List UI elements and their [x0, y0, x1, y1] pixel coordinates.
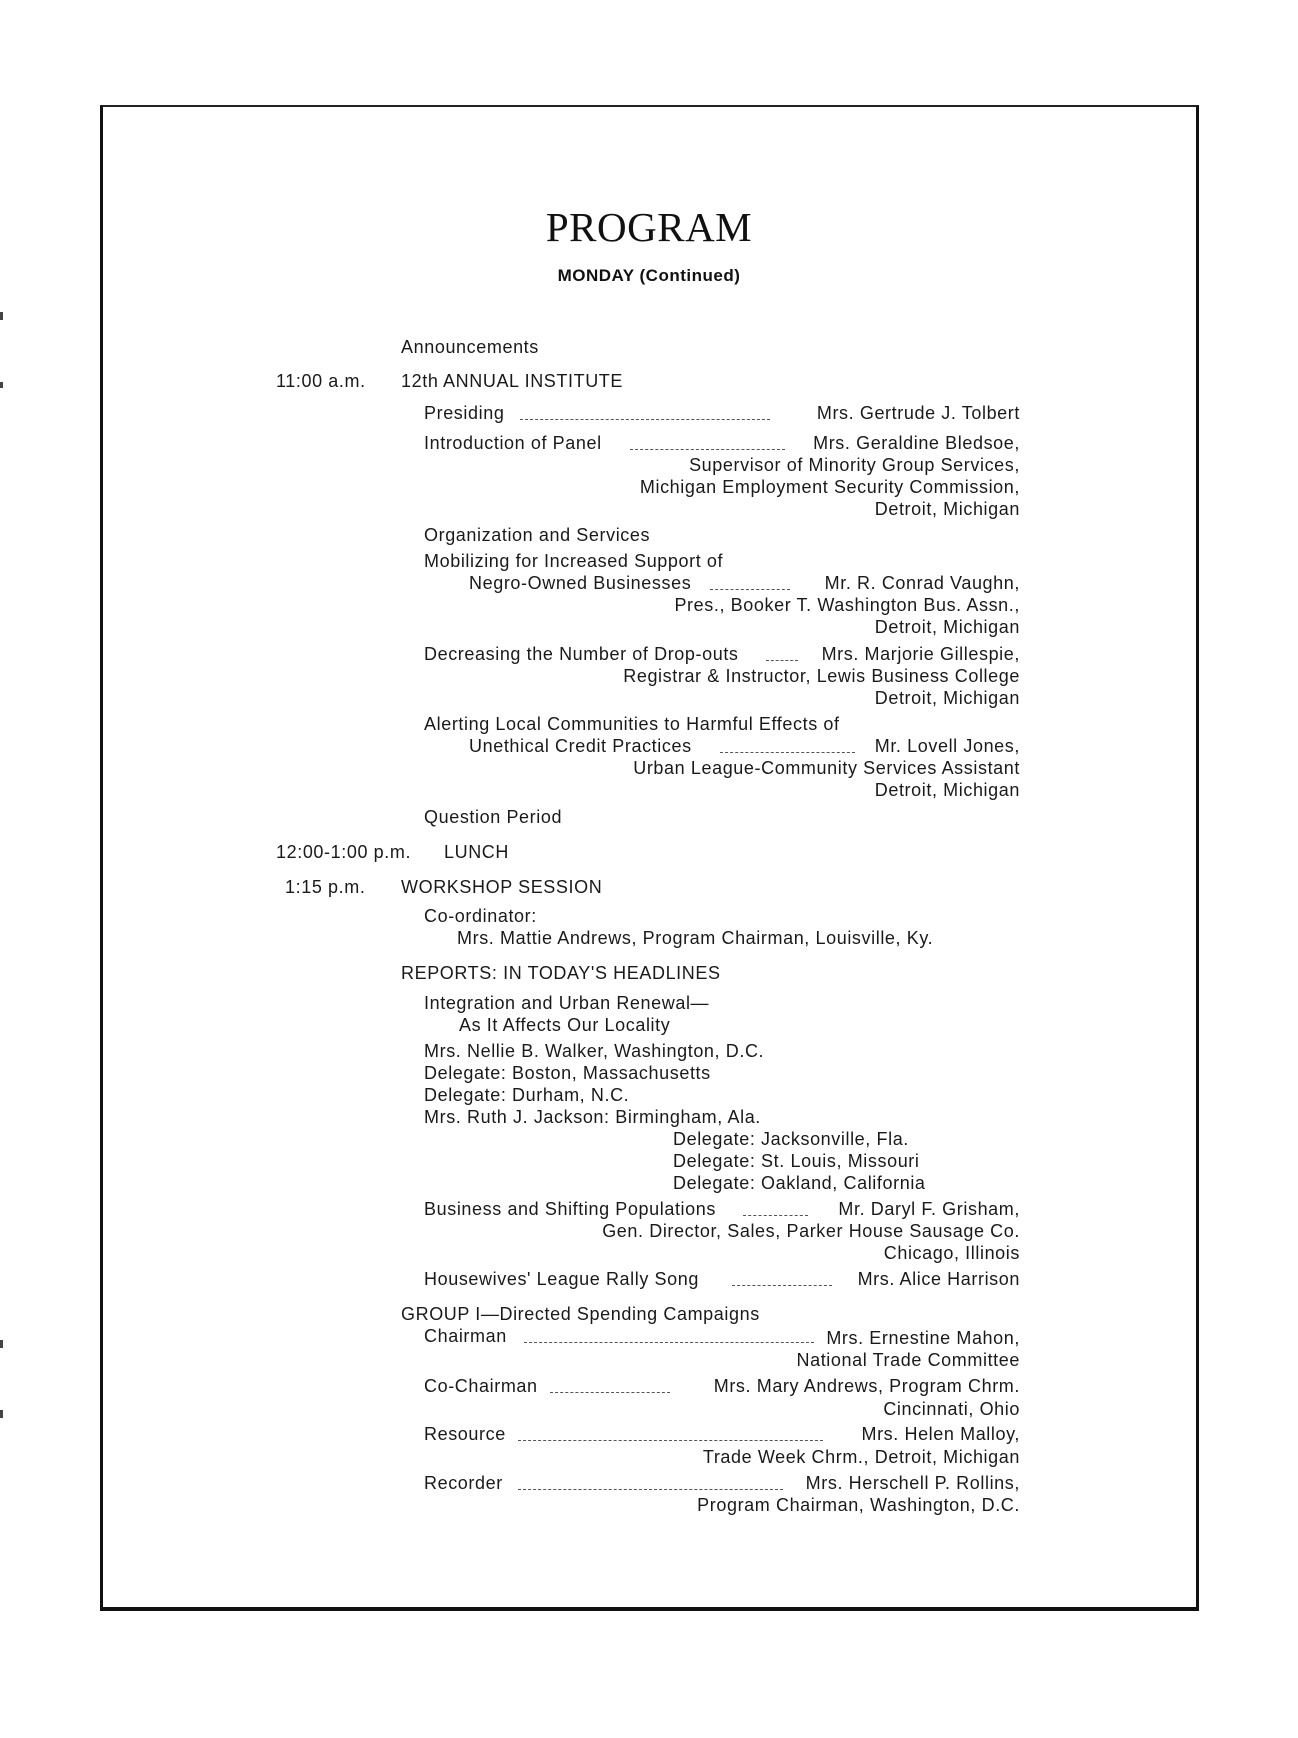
program-item: Decreasing the Number of Drop-outs [424, 644, 739, 664]
program-role: Co-ordinator: [424, 906, 537, 926]
program-item: Unethical Credit Practices [469, 736, 692, 756]
time-label: 11:00 a.m. [276, 371, 366, 391]
speaker-detail: Trade Week Chrm., Detroit, Michigan [702, 1447, 1020, 1467]
speaker-detail: National Trade Committee [796, 1350, 1020, 1370]
dotted-leader [524, 1342, 814, 1343]
session-heading: 12th ANNUAL INSTITUTE [401, 371, 623, 391]
dotted-leader [732, 1285, 832, 1286]
dotted-leader [766, 660, 798, 661]
program-item: Alerting Local Communities to Harmful Effects of [424, 714, 840, 734]
speaker-name: Mrs. Alice Harrison [857, 1269, 1020, 1289]
scan-edge-mark [0, 1340, 3, 1348]
scan-edge-mark [0, 382, 3, 388]
speaker-detail: Cincinnati, Ohio [883, 1399, 1020, 1419]
time-label: 12:00-1:00 p.m. [276, 842, 412, 862]
time-label: 1:15 p.m. [285, 877, 366, 897]
delegate-line: Delegate: Durham, N.C. [424, 1085, 630, 1105]
speaker-detail: Detroit, Michigan [874, 780, 1020, 800]
speaker-name: Mrs. Marjorie Gillespie, [821, 644, 1020, 664]
speaker-name: Mrs. Mattie Andrews, Program Chairman, Louisville, Ky. [457, 928, 934, 948]
session-heading: WORKSHOP SESSION [401, 877, 603, 897]
speaker-detail: Detroit, Michigan [874, 617, 1020, 637]
session-heading: LUNCH [444, 842, 510, 862]
speaker-name: Mrs. Nellie B. Walker, Washington, D.C. [424, 1041, 765, 1061]
delegate-line: Delegate: St. Louis, Missouri [673, 1151, 920, 1171]
program-item: Mobilizing for Increased Support of [424, 551, 724, 571]
program-item: Business and Shifting Populations [424, 1199, 716, 1219]
speaker-detail: Program Chairman, Washington, D.C. [697, 1495, 1020, 1515]
speaker-name: Mrs. Herschell P. Rollins, [805, 1473, 1020, 1493]
page-subtitle: MONDAY (Continued) [557, 266, 741, 285]
speaker-detail: Michigan Employment Security Commission, [639, 477, 1020, 497]
program-item: Announcements [401, 337, 539, 357]
session-heading: GROUP I—Directed Spending Campaigns [401, 1304, 760, 1324]
program-item: Question Period [424, 807, 563, 827]
program-role: Recorder [424, 1473, 503, 1493]
speaker-detail: Supervisor of Minority Group Services, [689, 455, 1020, 475]
speaker-name: Mr. Daryl F. Grisham, [838, 1199, 1020, 1219]
scan-edge-mark [0, 312, 3, 320]
speaker-name: Mrs. Mary Andrews, Program Chrm. [713, 1376, 1020, 1396]
dotted-leader [720, 752, 855, 753]
program-item: As It Affects Our Locality [459, 1015, 671, 1035]
program-item: Negro-Owned Businesses [469, 573, 692, 593]
speaker-detail: Gen. Director, Sales, Parker House Sausage Co. [602, 1221, 1020, 1241]
program-role: Co-Chairman [424, 1376, 538, 1396]
speaker-detail: Detroit, Michigan [874, 499, 1020, 519]
dotted-leader [520, 419, 770, 420]
speaker-name: Mrs. Helen Malloy, [861, 1424, 1020, 1444]
page-title: PROGRAM [545, 204, 753, 250]
program-item: Integration and Urban Renewal— [424, 993, 710, 1013]
program-item: Organization and Services [424, 525, 651, 545]
speaker-detail: Urban League-Community Services Assistant [633, 758, 1020, 778]
program-role: Introduction of Panel [424, 433, 602, 453]
speaker-name: Mrs. Ernestine Mahon, [826, 1328, 1020, 1348]
program-role: Chairman [424, 1326, 507, 1346]
dotted-leader [518, 1440, 823, 1441]
dotted-leader [630, 449, 785, 450]
dotted-leader [518, 1489, 783, 1490]
program-role: Presiding [424, 403, 505, 423]
speaker-name: Mrs. Geraldine Bledsoe, [813, 433, 1020, 453]
delegate-line: Delegate: Jacksonville, Fla. [673, 1129, 909, 1149]
speaker-detail: Chicago, Illinois [883, 1243, 1020, 1263]
speaker-name: Mr. Lovell Jones, [874, 736, 1020, 756]
dotted-leader [710, 589, 790, 590]
speaker-detail: Detroit, Michigan [874, 688, 1020, 708]
dotted-leader [550, 1392, 670, 1393]
speaker-name: Mrs. Gertrude J. Tolbert [816, 403, 1020, 423]
speaker-detail: Pres., Booker T. Washington Bus. Assn., [674, 595, 1020, 615]
speaker-name: Mrs. Ruth J. Jackson: Birmingham, Ala. [424, 1107, 761, 1127]
delegate-line: Delegate: Boston, Massachusetts [424, 1063, 711, 1083]
speaker-detail: Registrar & Instructor, Lewis Business College [623, 666, 1020, 686]
delegate-line: Delegate: Oakland, California [673, 1173, 926, 1193]
speaker-name: Mr. R. Conrad Vaughn, [824, 573, 1020, 593]
session-heading: REPORTS: IN TODAY'S HEADLINES [401, 963, 721, 983]
scan-edge-mark [0, 1410, 3, 1418]
dotted-leader [743, 1215, 808, 1216]
page-border [100, 105, 1199, 1611]
program-role: Resource [424, 1424, 506, 1444]
program-item: Housewives' League Rally Song [424, 1269, 699, 1289]
